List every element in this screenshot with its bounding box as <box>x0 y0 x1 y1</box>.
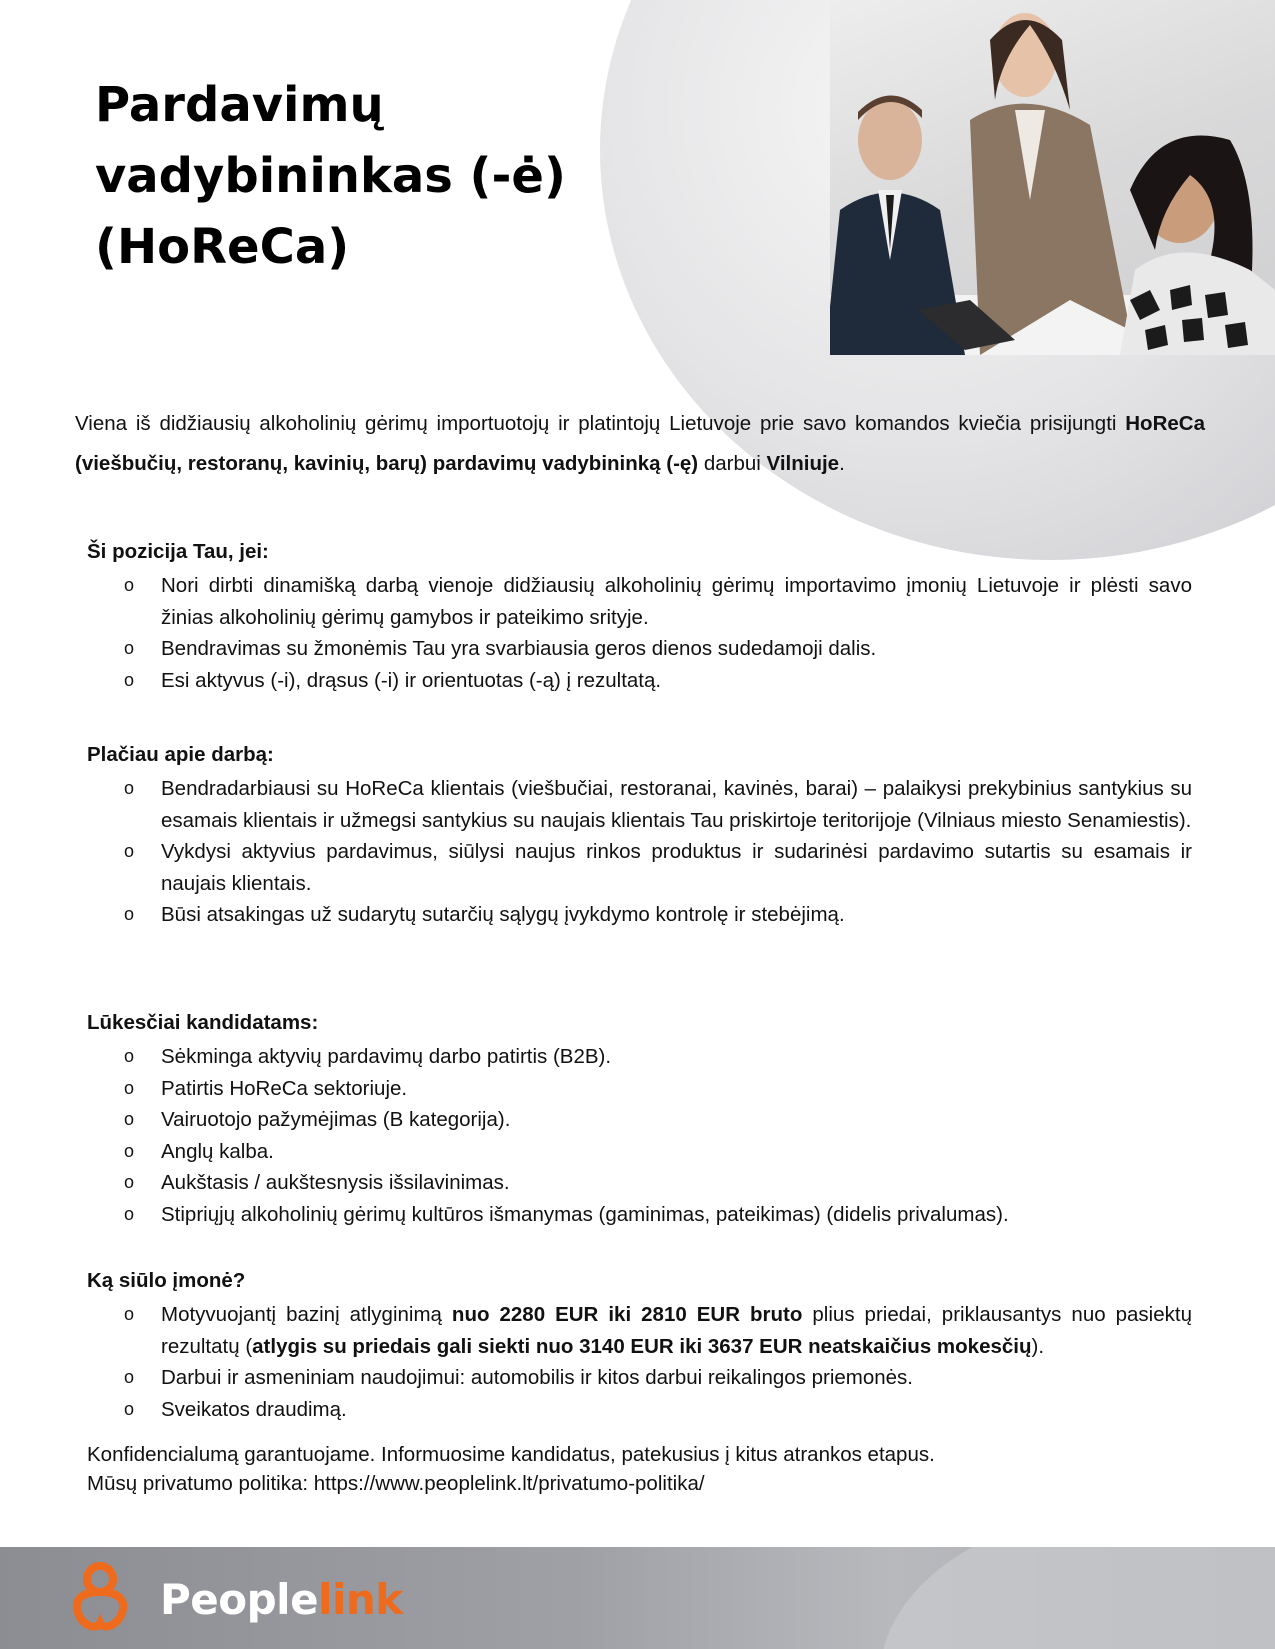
section-heading: Ką siūlo įmonė? <box>87 1269 246 1292</box>
bullet-list <box>87 773 1192 931</box>
bullet-list <box>87 1299 1192 1425</box>
list-item-salary <box>87 1299 1192 1362</box>
section-heading: Ši pozicija Tau, jei: <box>87 540 269 563</box>
footer-band <box>0 1547 1275 1649</box>
list-item: o Sėkminga aktyvių pardavimų darbo patirtis (B2B). <box>87 1041 1192 1073</box>
confidentiality-line: Konfidencialumą garantuojame. Informuosime kandidatus, patekusius į kitus atrankos etapus. <box>87 1443 935 1466</box>
salary-bonus-bold: atlygis su priedais gali siekti nuo 3140 EUR iki 3637 EUR neatskaičius mokesčių <box>252 1334 1032 1358</box>
section-candidate-expectations <box>87 1008 1192 1230</box>
peoplelink-logo <box>68 1561 403 1637</box>
bullet-list <box>87 1041 1192 1230</box>
peoplelink-logo-icon <box>68 1561 132 1637</box>
wordmark-link: link <box>318 1574 403 1624</box>
intro-text-3: darbui <box>698 452 767 475</box>
list-item: o Darbui ir asmeniniam naudojimui: automobilis ir kitos darbui reikalingos priemonės. <box>87 1362 1192 1394</box>
job-title-line-2: vadybininkas (-ė) <box>95 148 566 204</box>
list-item: o Patirtis HoReCa sektoriuje. <box>87 1073 1192 1105</box>
footer-decorative-arc <box>880 1547 1275 1649</box>
header-team-photo <box>830 0 1275 355</box>
list-item: o Vykdysi aktyvius pardavimus, siūlysi naujus rinkos produktus ir sudarinėsi pardavimo sutartis su esamais ir naujais klientais. <box>87 836 1192 899</box>
wordmark-people: People <box>160 1574 319 1624</box>
list-item: o Vairuotojo pažymėjimas (B kategorija). <box>87 1104 1192 1136</box>
list-item: o Bendravimas su žmonėmis Tau yra svarbiausia geros dienos sudedamoji dalis. <box>87 633 1192 665</box>
salary-range-bold: nuo 2280 EUR iki 2810 EUR bruto <box>451 1303 803 1326</box>
section-heading: Plačiau apie darbą: <box>87 743 274 766</box>
intro-paragraph <box>75 404 1205 484</box>
section-company-offer <box>87 1266 1192 1425</box>
list-item: o Sveikatos draudimą. <box>87 1394 1192 1426</box>
job-title-line-3: (HoReCa) <box>95 219 350 275</box>
list-item: o Bendradarbiausi su HoReCa klientais (viešbučiai, restoranai, kavinės, barai) – palaikysi prekybinius santykius su esamais klientais ir užmegsi santykius su naujais klientais Tau priskirtoje teritorijoje (Vilniaus miesto Senamiestis). <box>87 773 1192 836</box>
intro-text-5: . <box>839 452 845 475</box>
section-heading: Lūkesčiai kandidatams: <box>87 1011 319 1034</box>
salary-text-3: plius priedai, priklausantys nuo pasiektų rezultatų ( <box>161 1303 1192 1358</box>
intro-position-bold: HoReCa (viešbučių, restoranų, kavinių, barų) pardavimų vadybininką (-ę) <box>75 412 1205 475</box>
list-item: o Aukštasis / aukštesnysis išsilavinimas. <box>87 1167 1192 1199</box>
intro-city-bold: Vilniuje <box>766 452 840 475</box>
salary-text-1: Motyvuojantį bazinį atlyginimą <box>161 1303 452 1326</box>
list-item: o Stipriųjų alkoholinių gėrimų kultūros išmanymas (gaminimas, pateikimas) (didelis privalumas). <box>87 1199 1192 1231</box>
job-title-line-1: Pardavimų <box>95 77 384 133</box>
list-item: o Būsi atsakingas už sudarytų sutarčių sąlygų įvykdymo kontrolę ir stebėjimą. <box>87 899 1192 931</box>
list-item: o Anglų kalba. <box>87 1136 1192 1168</box>
bullet-list <box>87 570 1192 696</box>
confidentiality-note <box>87 1440 935 1498</box>
list-item: o Esi aktyvus (-i), drąsus (-i) ir orientuotas (-ą) į rezultatą. <box>87 665 1192 697</box>
peoplelink-wordmark <box>160 1575 403 1624</box>
privacy-policy-line: Mūsų privatumo politika: https://www.peoplelink.lt/privatumo-politika/ <box>87 1472 705 1495</box>
job-title <box>95 70 615 283</box>
salary-text-5: ). <box>1031 1334 1045 1358</box>
list-item: o Nori dirbti dinamišką darbą vienoje didžiausių alkoholinių gėrimų importavimo įmonių Lietuvoje ir plėsti savo žinias alkoholinių gėrimų gamybos ir pateikimo srityje. <box>87 570 1192 633</box>
intro-text-1: Viena iš didžiausių alkoholinių gėrimų importuotojų ir platintojų Lietuvoje prie savo komandos kviečia prisijungti <box>75 412 1126 435</box>
section-position-fit <box>87 537 1192 696</box>
section-job-details <box>87 740 1192 931</box>
